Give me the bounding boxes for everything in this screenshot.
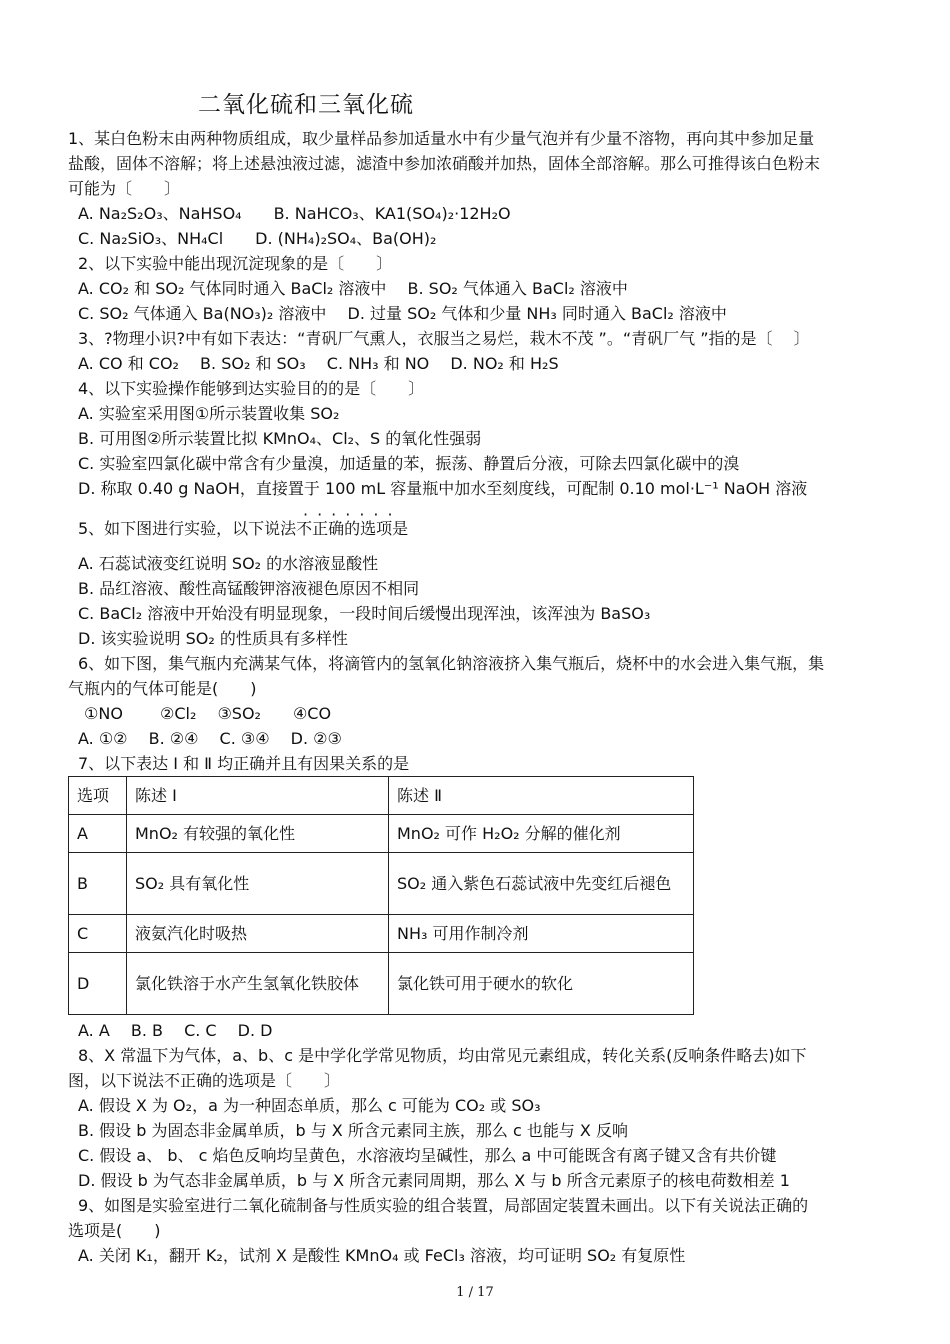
q8-option-b: B. 假设 b 为固态非金属单质，b 与 X 所含元素同主族，那么 c 也能与 X 反响 — [78, 1121, 628, 1140]
q2-options-cd: C. SO₂ 气体通入 Ba(NO₃)₂ 溶液中 D. 过量 SO₂ 气体和少量 NH₃ 同时通入 BaCl₂ 溶液中 — [78, 304, 727, 323]
q5-option-b: B. 品红溶液、酸性高锰酸钾溶液褪色原因不相同 — [78, 579, 420, 598]
table-header-cell: 陈述 Ⅱ — [389, 777, 694, 815]
table-header-row — [69, 777, 694, 815]
table-cell: A — [69, 815, 127, 853]
q7-options: A. A B. B C. C D. D — [78, 1021, 273, 1040]
table-cell: 液氨汽化时吸热 — [127, 915, 389, 953]
q6-options: A. ①② B. ②④ C. ③④ D. ②③ — [78, 729, 342, 748]
table-header-cell: 选项 — [69, 777, 127, 815]
q4-option-a: A. 实验室采用图①所示装置收集 SO₂ — [78, 404, 340, 423]
page-title: 二氧化硫和三氧化硫 — [198, 92, 414, 118]
q9-option-a: A. 关闭 K₁，翻开 K₂，试剂 X 是酸性 KMnO₄ 或 FeCl₃ 溶液，均可证明 SO₂ 有复原性 — [78, 1246, 686, 1265]
q3-options: A. CO 和 CO₂ B. SO₂ 和 SO₃ C. NH₃ 和 NO D. NO₂ 和 H₂S — [78, 354, 559, 373]
q8-stem-line2: 图，以下说法不正确的选项是〔 〕 — [68, 1071, 341, 1090]
q8-stem-line1: 8、X 常温下为气体，a、b、c 是中学化学常见物质，均由常见元素组成，转化关系(反响条件略去)如下 — [78, 1046, 807, 1065]
table-cell: MnO₂ 可作 H₂O₂ 分解的催化剂 — [389, 815, 694, 853]
q9-stem-line1: 9、如图是实验室进行二氧化硫制备与性质实验的组合装置，局部固定装置未画出。以下有关说法正确的 — [78, 1196, 809, 1215]
q5-option-d: D. 该实验说明 SO₂ 的性质具有多样性 — [78, 629, 348, 648]
table-cell: 氯化铁溶于水产生氢氧化铁胶体 — [127, 953, 389, 1015]
q1-stem-line1: 1、某白色粉末由两种物质组成，取少量样品参加适量水中有少量气泡并有少量不溶物，再向其中参加足量 — [68, 129, 815, 148]
q6-stem-line2: 气瓶内的气体可能是( ) — [68, 679, 257, 698]
q1-stem-line2: 盐酸，固体不溶解；将上述悬浊液过滤，滤渣中参加浓硝酸并加热，固体全部溶解。那么可推得该白色粉末 — [68, 154, 821, 173]
q2-stem: 2、以下实验中能出现沉淀现象的是〔 〕 — [78, 254, 393, 273]
q1-options-cd: C. Na₂SiO₃、NH₄Cl D. (NH₄)₂SO₄、Ba(OH)₂ — [78, 229, 437, 248]
table-row — [69, 953, 694, 1015]
table-header-cell: 陈述 Ⅰ — [127, 777, 389, 815]
q6-stem-line1: 6、如下图，集气瓶内充满某气体，将滴管内的氢氧化钠溶液挤入集气瓶后，烧杯中的水会进入集气瓶，集 — [78, 654, 825, 673]
q1-options-ab: A. Na₂S₂O₃、NaHSO₄ B. NaHCO₃、KA1(SO₄)₂·12H₂O — [78, 204, 511, 223]
q5-option-c: C. BaCl₂ 溶液中开始没有明显现象，一段时间后缓慢出现浑浊，该浑浊为 BaSO₃ — [78, 604, 651, 623]
q2-options-ab: A. CO₂ 和 SO₂ 气体同时通入 BaCl₂ 溶液中 B. SO₂ 气体通入 BaCl₂ 溶液中 — [78, 279, 628, 298]
table-cell: MnO₂ 有较强的氧化性 — [127, 815, 389, 853]
q9-stem-line2: 选项是( ) — [68, 1221, 161, 1240]
q8-option-a: A. 假设 X 为 O₂，a 为一种固态单质，那么 c 可能为 CO₂ 或 SO₃ — [78, 1096, 541, 1115]
table-row — [69, 815, 694, 853]
q5-option-a: A. 石蕊试液变红说明 SO₂ 的水溶液显酸性 — [78, 554, 379, 573]
q3-stem: 3、?物理小识?中有如下表达：“青矾厂气熏人，衣服当之易烂，栽木不茂 ”。“青矾厂气 ”指的是〔 〕 — [78, 329, 810, 348]
table-cell: SO₂ 具有氧化性 — [127, 853, 389, 915]
q4-stem: 4、以下实验操作能够到达实验目的的是〔 〕 — [78, 379, 425, 398]
q4-option-b: B. 可用图②所示装置比拟 KMnO₄、Cl₂、S 的氧化性强弱 — [78, 429, 482, 448]
table-cell: SO₂ 通入紫色石蕊试液中先变红后褪色 — [389, 853, 694, 915]
table-row — [69, 853, 694, 915]
table-cell: NH₃ 可用作制冷剂 — [389, 915, 694, 953]
q8-option-d: D. 假设 b 为气态非金属单质，b 与 X 所含元素同周期，那么 X 与 b 所含元素原子的核电荷数相差 1 — [78, 1171, 790, 1190]
page-number: 1 / 17 — [456, 1285, 494, 1300]
table-cell: B — [69, 853, 127, 915]
q1-stem-line3: 可能为〔 〕 — [68, 179, 181, 198]
table-row — [69, 915, 694, 953]
q7-table — [68, 776, 694, 1015]
q4-option-d: D. 称取 0.40 g NaOH，直接置于 100 mL 容量瓶中加水至刻度线，可配制 0.10 mol·L⁻¹ NaOH 溶液 — [78, 479, 808, 498]
emphasis-dots: ······· — [303, 505, 402, 524]
q6-items: ①NO ②Cl₂ ③SO₂ ④CO — [84, 704, 332, 723]
q7-stem: 7、以下表达 Ⅰ 和 Ⅱ 均正确并且有因果关系的是 — [78, 754, 410, 773]
q8-option-c: C. 假设 a、 b、 c 焰色反响均呈黄色，水溶液均呈碱性，那么 a 中可能既含有离子键又含有共价键 — [78, 1146, 777, 1165]
table-cell: 氯化铁可用于硬水的软化 — [389, 953, 694, 1015]
table-cell: C — [69, 915, 127, 953]
q5-stem: 5、如下图进行实验，以下说法不正确的选项是 — [78, 519, 409, 538]
q4-option-c: C. 实验室四氯化碳中常含有少量溴，加适量的苯，振荡、静置后分液，可除去四氯化碳中的溴 — [78, 454, 740, 473]
table-cell: D — [69, 953, 127, 1015]
